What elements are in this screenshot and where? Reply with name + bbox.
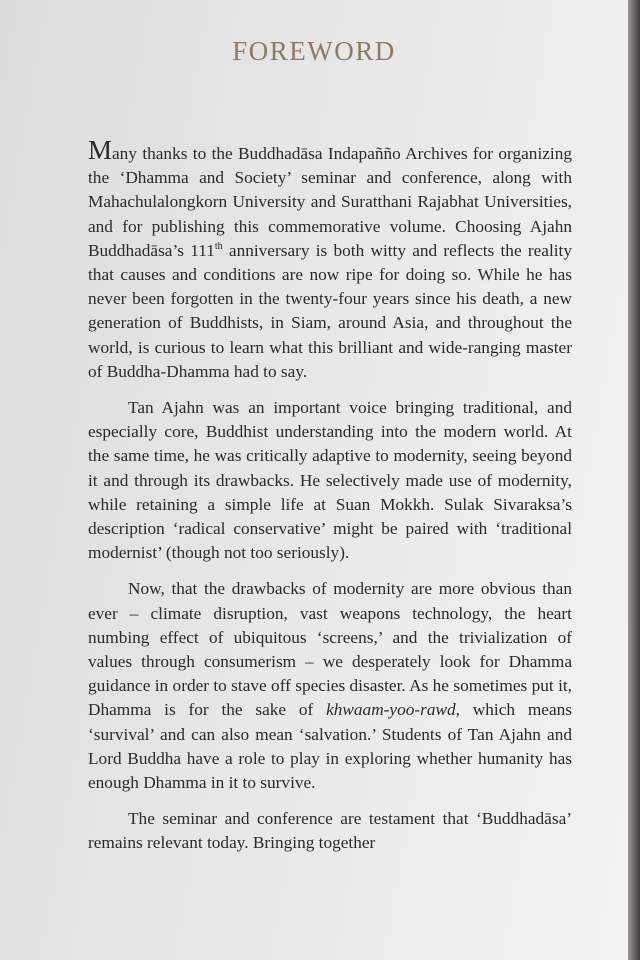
page-title: FOREWORD bbox=[232, 36, 396, 66]
paragraph-3-part-2: , which means ‘survival’ and can also mean ‘salvation.’ Students of Tan Ajahn and Lord Buddha have a role to play in exploring whether humanity has enough Dhamma in it to survive. bbox=[88, 700, 572, 793]
paragraph-4: The seminar and conference are testament that ‘Buddhadāsa’ remains relevant today. Bringing together bbox=[88, 809, 572, 853]
paragraph-1-continuation: anniversary is both witty and reflects the reality that causes and conditions are now ripe for doing so. While he has never been forgotten in the twenty-four years since his death, a new generation of Buddhists, in Siam, around Asia, and throughout the world, is curious to learn what this brilliant and wide-ranging master of Buddha-Dhamma had to say. bbox=[88, 240, 573, 381]
page-edge-shadow bbox=[628, 0, 640, 960]
paragraph-1-text: Many thanks to the Buddhadāsa Indapañño Archives for organizing the ‘Dhamma and Society’ seminar and conference, along with Mahachulalongkorn University and Suratthani Rajabhat Universities, and for publishing this commemorative volume. Choosing Ajahn Buddhadāsa’s bbox=[88, 135, 572, 260]
anniversary-number: 111 bbox=[190, 240, 215, 260]
paragraph-3 bbox=[88, 577, 572, 795]
paragraph-2: Tan Ajahn was an important voice bringing traditional, and especially core, Buddhist understanding into the modern world. At the same time, he was critically adaptive to modernity, seeing beyond it and through its drawbacks. He selectively made use of modernity, while retaining a simple life at Suan Mokkh. Sulak Sivaraksa’s description ‘radical conservative’ might be paired with ‘traditional modernist’ (though not too seriously). bbox=[88, 398, 572, 563]
italic-term: khwaam-yoo-rawd bbox=[326, 700, 456, 720]
foreword-body bbox=[88, 135, 573, 868]
anniversary-superscript: th bbox=[214, 241, 223, 253]
paragraph-1 bbox=[88, 135, 573, 384]
paragraph-3-part-1: Now, that the drawbacks of modernity are more obvious than ever – climate disruption, vast weapons technology, the heart numbing effect of ubiquitous ‘screens,’ and the trivialization of values through consumerism – we desperately look for Dhamma guidance in order to stave off species disaster. As he sometimes put it, Dhamma is for the sake of bbox=[88, 579, 572, 720]
